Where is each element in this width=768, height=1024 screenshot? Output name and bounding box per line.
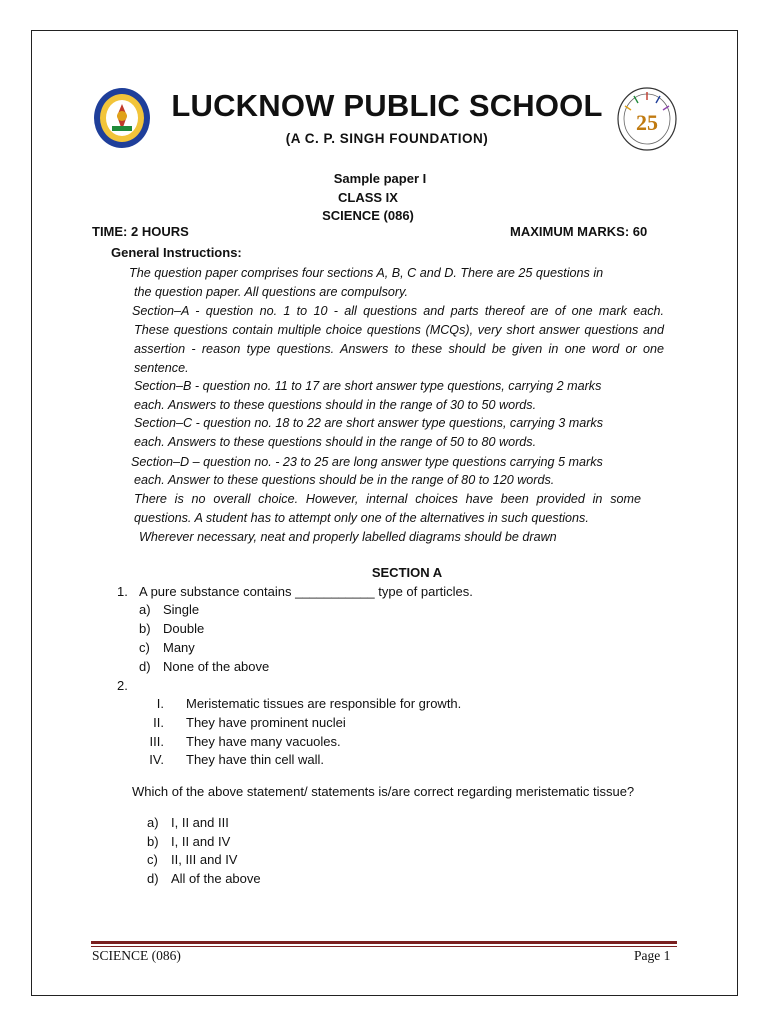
- paper-time: TIME: 2 HOURS: [92, 224, 189, 239]
- q1-option-text: Double: [163, 621, 205, 636]
- q1-option-label: b): [139, 621, 151, 636]
- q2-statement-label: I.: [156, 696, 164, 711]
- q1-option-label: a): [139, 602, 151, 617]
- q2-option-text: I, II and IV: [171, 834, 231, 849]
- school-name: LUCKNOW PUBLIC SCHOOL: [171, 88, 603, 123]
- q2-option-text: All of the above: [171, 871, 261, 886]
- q2-statement-label: III.: [149, 734, 164, 749]
- instructions-heading: General Instructions:: [111, 245, 242, 260]
- q1-option-text: None of the above: [163, 659, 270, 674]
- q1-number: 1.: [117, 584, 128, 599]
- instruction-line: The question paper comprises four sections A, B, C and D. There are 25 questions in: [129, 266, 604, 280]
- q2-statement-label: II.: [153, 715, 164, 730]
- instruction-line: the question paper. All questions are compulsory.: [134, 285, 408, 299]
- q1-option-text: Single: [163, 602, 200, 617]
- q2-option-label: a): [147, 815, 159, 830]
- q2-statement-text: Meristematic tissues are responsible for growth.: [186, 696, 462, 711]
- q2-statement-text: They have thin cell wall.: [186, 752, 325, 767]
- q2-option-text: I, II and III: [171, 815, 229, 830]
- q2-statement-text: They have many vacuoles.: [186, 734, 341, 749]
- q1-option-text: Many: [163, 640, 195, 655]
- instruction-line: sentence.: [134, 361, 189, 375]
- q2-option-label: b): [147, 834, 159, 849]
- q1-text: A pure substance contains ___________ type of particles.: [139, 584, 473, 599]
- instruction-line: each. Answers to these questions should in the range of 30 to 50 words.: [134, 398, 537, 412]
- paper-subject: SCIENCE (086): [322, 208, 414, 223]
- q2-option-label: c): [147, 852, 158, 867]
- instruction-line: There is no overall choice. However, internal choices have been provided in some: [134, 492, 641, 506]
- q2-statement-text: They have prominent nuclei: [186, 715, 346, 730]
- instruction-line: Section–D – question no. - 23 to 25 are long answer type questions carrying 5 marks: [131, 455, 603, 469]
- instruction-line: each. Answer to these questions should be in the range of 80 to 120 words.: [134, 473, 555, 487]
- footer-page-number: Page 1: [634, 948, 671, 963]
- q1-option-label: d): [139, 659, 151, 674]
- school-logo-icon: [92, 86, 152, 150]
- q2-option-text: II, III and IV: [171, 852, 238, 867]
- footer-subject: SCIENCE (086): [92, 948, 181, 963]
- q2-question-text: Which of the above statement/ statements is/are correct regarding meristematic tissue?: [132, 784, 635, 799]
- paper-title: Sample paper I: [333, 171, 427, 186]
- anniversary-seal-icon: [616, 86, 678, 152]
- q2-number: 2.: [117, 678, 128, 693]
- q2-option-label: d): [147, 871, 159, 886]
- instruction-line: These questions contain multiple choice questions (MCQs), very short answer questions and: [134, 323, 664, 337]
- q1-option-label: c): [139, 640, 150, 655]
- instruction-line: questions. A student has to attempt only one of the alternatives in such questions.: [134, 511, 589, 525]
- instruction-line: assertion - reason type questions. Answers to these should be given in one word or one: [134, 342, 664, 356]
- paper-class: CLASS IX: [338, 190, 398, 205]
- instruction-line: Section–C - question no. 18 to 22 are short answer type questions, carrying 3 marks: [134, 416, 604, 430]
- instruction-line: Section–A - question no. 1 to 10 - all questions and parts thereof are of one mark each.: [132, 304, 664, 318]
- q2-statement-label: IV.: [149, 752, 164, 767]
- instruction-line: Wherever necessary, neat and properly labelled diagrams should be drawn: [139, 530, 557, 544]
- section-a-heading: SECTION A: [371, 565, 443, 580]
- seal-number: 25: [636, 110, 658, 135]
- footer-rule: [91, 941, 677, 944]
- paper-max-marks: MAXIMUM MARKS: 60: [510, 224, 648, 239]
- instruction-line: Section–B - question no. 11 to 17 are short answer type questions, carrying 2 marks: [134, 379, 602, 393]
- instruction-line: each. Answers to these questions should in the range of 50 to 80 words.: [134, 435, 537, 449]
- footer-rule-thin: [91, 946, 677, 947]
- foundation-subtitle: (A C. P. SINGH FOUNDATION): [285, 131, 489, 146]
